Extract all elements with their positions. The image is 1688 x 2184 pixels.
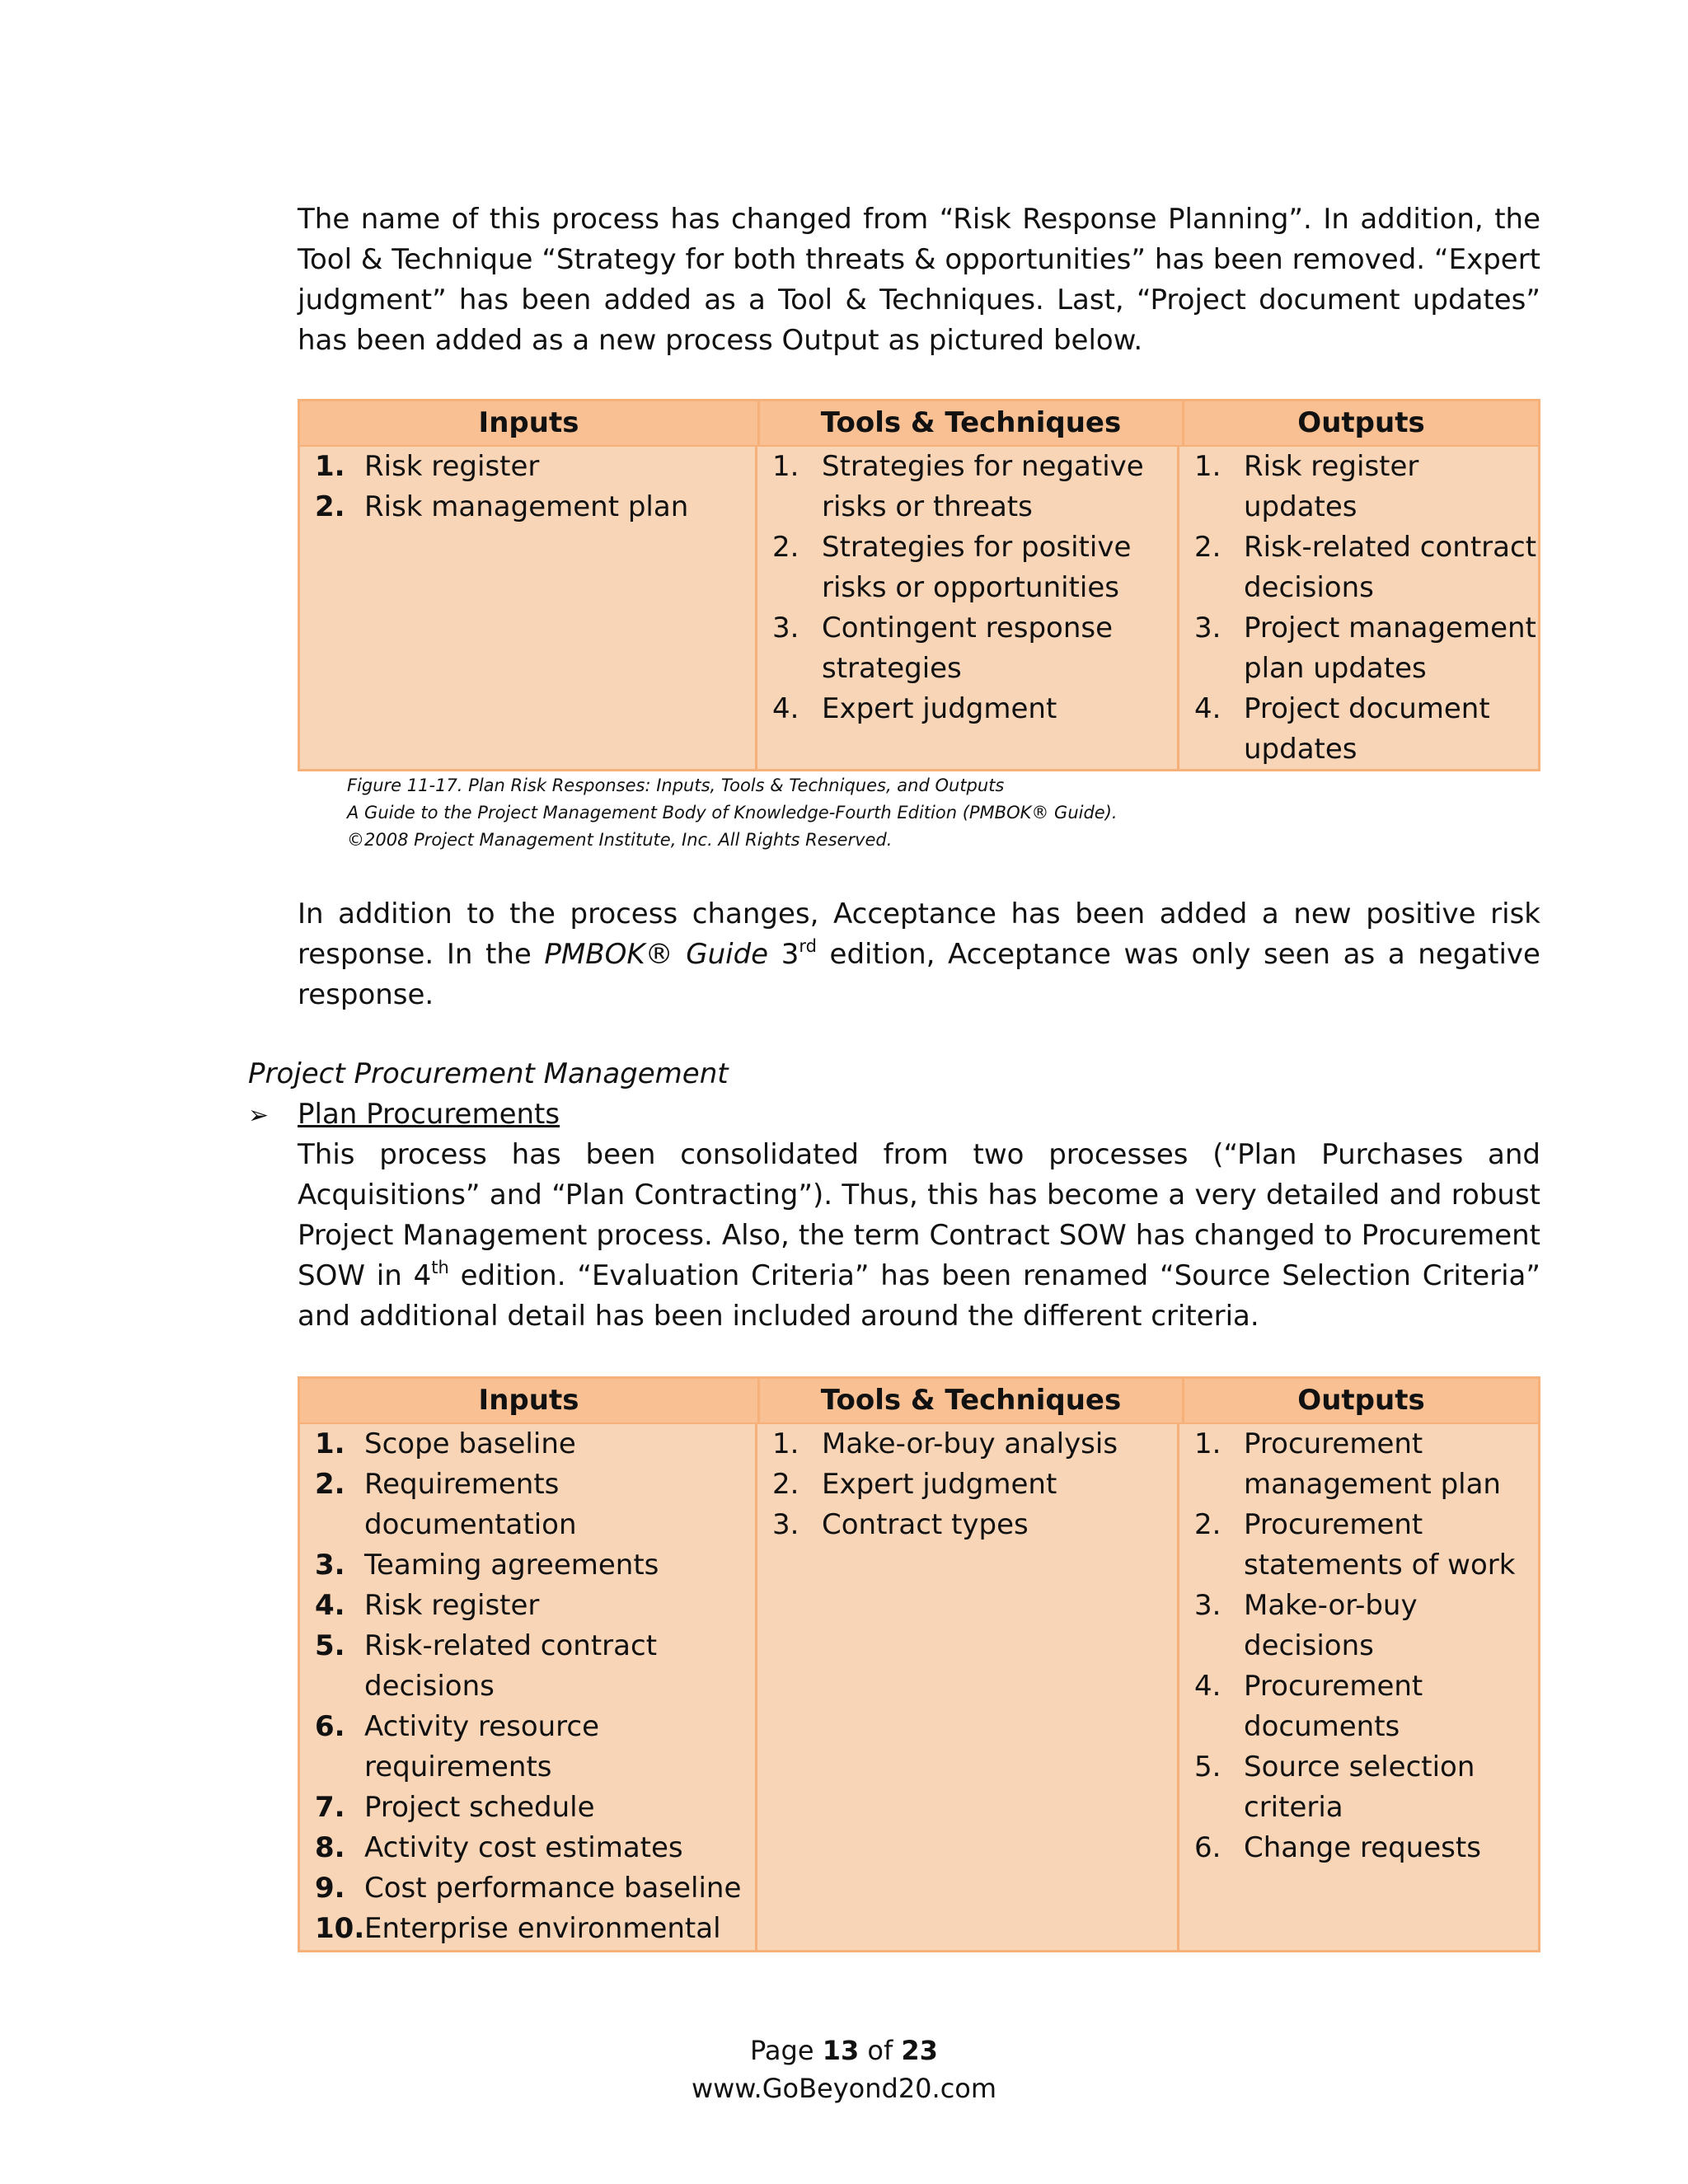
table-header-row — [300, 401, 1538, 447]
list-item — [300, 1424, 755, 1465]
acceptance-text-b: 3 — [768, 938, 799, 971]
page-current: 13 — [822, 2035, 860, 2066]
plan-procurements-label: Plan Procurements — [298, 1098, 560, 1131]
tools-column — [757, 447, 1179, 771]
outputs-header: Outputs — [1297, 1384, 1425, 1417]
figure-caption — [347, 772, 1501, 854]
list-item — [1179, 689, 1538, 770]
item-text: Risk register — [364, 450, 540, 483]
footer-url: www.GoBeyond20.com — [691, 2073, 997, 2104]
page-total: 23 — [901, 2035, 938, 2066]
list-item — [1179, 1424, 1538, 1505]
item-number: 1. — [315, 450, 345, 483]
outputs-header: Outputs — [1297, 406, 1425, 439]
item-number: 2. — [1194, 1508, 1221, 1541]
item-number: 2. — [315, 490, 345, 523]
item-number: 5. — [1194, 1750, 1221, 1783]
item-number: 6. — [1194, 1831, 1221, 1864]
list-item — [757, 527, 1177, 608]
section-title: Project Procurement Management — [248, 1057, 729, 1090]
item-number: 9. — [315, 1872, 345, 1905]
item-number: 4. — [1194, 1670, 1221, 1703]
item-number: 3. — [772, 1508, 799, 1541]
pmbok-guide-italic: PMBOK® Guide — [544, 938, 769, 971]
page-number — [0, 2032, 1688, 2069]
item-number: 4. — [772, 692, 799, 725]
item-text: Scope baseline — [364, 1427, 576, 1460]
item-number: 3. — [1194, 1589, 1221, 1622]
plan-procurements-bullet — [248, 1094, 560, 1136]
list-item — [757, 1505, 1177, 1545]
list-item — [300, 1465, 755, 1545]
item-text: Enterprise environmental — [364, 1912, 721, 1945]
item-number: 2. — [315, 1468, 345, 1501]
item-text: Procurement statements of work — [1244, 1508, 1516, 1582]
list-item — [757, 1424, 1177, 1465]
procurement-text-b: edition. “Evaluation Criteria” has been renamed “Source Selection Criteria” and additional detail has been included around the different criteria. — [298, 1259, 1540, 1333]
item-text: Contract types — [822, 1508, 1029, 1541]
item-number: 2. — [1194, 531, 1221, 564]
item-text: Project management plan updates — [1244, 612, 1536, 685]
intro-paragraph — [298, 199, 1540, 361]
table-header-row — [300, 1379, 1538, 1424]
item-text: Activity resource requirements — [364, 1710, 600, 1783]
tools-header: Tools & Techniques — [760, 401, 1184, 445]
outputs-column — [1179, 447, 1538, 771]
list-item — [1179, 1828, 1538, 1868]
arrow-bullet-icon: ➢ — [248, 1101, 270, 1130]
item-text: Teaming agreements — [364, 1549, 659, 1582]
list-item — [1179, 608, 1538, 689]
item-text: Project schedule — [364, 1791, 595, 1824]
item-text: Project document updates — [1244, 692, 1490, 766]
item-text: Expert judgment — [822, 1468, 1057, 1501]
list-item — [300, 1586, 755, 1626]
item-number: 6. — [315, 1710, 345, 1743]
item-text: Risk-related contract decisions — [364, 1629, 658, 1703]
item-text: Risk register — [364, 1589, 540, 1622]
item-text: Risk register updates — [1244, 450, 1419, 523]
list-item — [300, 1545, 755, 1586]
item-number: 2. — [772, 531, 799, 564]
caption-line-3: ©2008 Project Management Institute, Inc. All Rights Reserved. — [347, 830, 893, 850]
item-text: Risk management plan — [364, 490, 689, 523]
item-number: 4. — [1194, 692, 1221, 725]
item-number: 2. — [772, 1468, 799, 1501]
outputs-column — [1179, 1424, 1538, 1952]
item-text: Activity cost estimates — [364, 1831, 683, 1864]
list-item — [757, 1465, 1177, 1505]
item-text: Contingent response strategies — [822, 612, 1114, 685]
list-item — [757, 447, 1177, 527]
item-number: 1. — [315, 1427, 345, 1460]
list-item — [300, 1868, 755, 1909]
page-prefix: Page — [750, 2035, 823, 2066]
item-text: Cost performance baseline — [364, 1872, 742, 1905]
caption-line-1: Figure 11-17. Plan Risk Responses: Inputs, Tools & Techniques, and Outputs — [347, 776, 1005, 795]
procurement-paragraph — [298, 1135, 1540, 1337]
list-item — [1179, 527, 1538, 608]
list-item — [757, 689, 1177, 729]
tools-header: Tools & Techniques — [760, 1379, 1184, 1422]
list-item — [300, 1909, 755, 1949]
item-text: Make-or-buy analysis — [822, 1427, 1118, 1460]
item-text: Procurement documents — [1244, 1670, 1423, 1743]
inputs-header: Inputs — [300, 401, 760, 445]
item-text: Change requests — [1244, 1831, 1481, 1864]
list-item — [300, 1707, 755, 1788]
acceptance-text-c: edition, Acceptance was only seen as a negative response. — [298, 938, 1540, 1011]
list-item — [1179, 1505, 1538, 1586]
item-number: 1. — [772, 450, 799, 483]
item-number: 7. — [315, 1791, 345, 1824]
item-number: 3. — [1194, 612, 1221, 644]
item-number: 3. — [315, 1549, 345, 1582]
page-mid: of — [859, 2035, 902, 2066]
list-item — [1179, 1666, 1538, 1747]
acceptance-text-a: In addition to the process changes, Acceptance has been added a new positive risk response. In the — [298, 898, 1540, 971]
list-item — [1179, 447, 1538, 527]
list-item — [300, 1626, 755, 1707]
procurement-text-a: This process has been consolidated from two processes (“Plan Purchases and Acquisitions” and “Plan Contracting”). Thus, this has become a very detailed and robust Project Management process. Also, the term Contract SOW has changed to Procurement SOW in 4 — [298, 1138, 1540, 1292]
inputs-column — [300, 1424, 757, 1952]
item-text: Requirements documentation — [364, 1468, 577, 1541]
page-footer — [0, 2032, 1688, 2107]
plan-risk-responses-table — [298, 399, 1540, 771]
caption-line-2: A Guide to the Project Management Body of Knowledge-Fourth Edition (PMBOK® Guide). — [347, 803, 1118, 823]
intro-text: The name of this process has changed from “Risk Response Planning”. In addition, the Tool & Technique “Strategy for both threats & opportunities” has been removed. “Expert judgment” has been added as a Tool & Techniques. Last, “Project document updates” has been added as a new process Output as pictured below. — [298, 203, 1540, 357]
acceptance-paragraph — [298, 894, 1540, 1015]
item-number: 1. — [1194, 1427, 1221, 1460]
item-number: 5. — [315, 1629, 345, 1662]
item-text: Risk-related contract decisions — [1244, 531, 1537, 604]
plan-procurements-table — [298, 1376, 1540, 1952]
item-text: Make-or-buy decisions — [1244, 1589, 1418, 1662]
item-text: Procurement management plan — [1244, 1427, 1501, 1501]
item-text: Strategies for positive risks or opportunities — [822, 531, 1132, 604]
list-item — [757, 608, 1177, 689]
tools-column — [757, 1424, 1179, 1952]
item-number: 4. — [315, 1589, 345, 1622]
item-number: 10. — [315, 1912, 365, 1945]
item-text: Source selection criteria — [1244, 1750, 1475, 1824]
inputs-header: Inputs — [300, 1379, 760, 1422]
ordinal-sup: rd — [799, 935, 817, 956]
item-number: 8. — [315, 1831, 345, 1864]
list-item — [300, 1828, 755, 1868]
item-number: 1. — [1194, 450, 1221, 483]
item-number: 1. — [772, 1427, 799, 1460]
list-item — [300, 487, 755, 527]
list-item — [300, 447, 755, 487]
ordinal-sup: th — [431, 1257, 449, 1277]
list-item — [1179, 1586, 1538, 1666]
inputs-column — [300, 447, 757, 771]
list-item — [1179, 1747, 1538, 1828]
item-text: Expert judgment — [822, 692, 1057, 725]
item-number: 3. — [772, 612, 799, 644]
list-item — [300, 1788, 755, 1828]
item-text: Strategies for negative risks or threats — [822, 450, 1144, 523]
